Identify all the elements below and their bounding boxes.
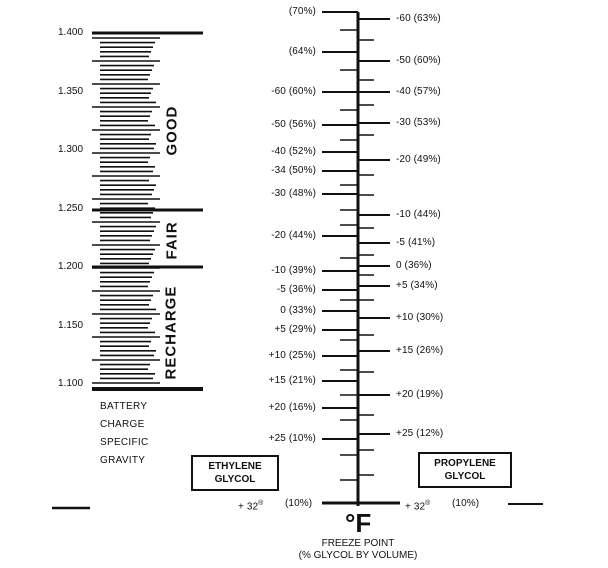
freeze-point-caption: FREEZE POINT (% GLYCOL BY VOLUME) [298, 538, 418, 561]
ethylene-scale-label: (70%) [288, 6, 316, 17]
battery-charge-caption: BATTERY CHARGE [100, 401, 148, 430]
ethylene-scale-label: (64%) [288, 46, 316, 57]
specific-gravity-caption: SPECIFIC GRAVITY [100, 437, 149, 466]
propylene-scale-label: +25 (12%) [396, 428, 444, 439]
propylene-scale-label: -50 (60%) [396, 55, 441, 66]
propylene-bottom-pct: (10%) [452, 498, 480, 509]
fahrenheit-unit-label: °F [345, 508, 372, 538]
sg-tick-label: 1.200 [58, 261, 84, 272]
propylene-scale-label: -30 (53%) [396, 117, 441, 128]
zone-good-label: GOOD [163, 105, 181, 156]
propylene-scale-label: -10 (44%) [396, 209, 441, 220]
ethylene-bottom-temp: + 32® [238, 500, 264, 513]
ethylene-scale-label: 0 (33%) [280, 305, 316, 316]
ethylene-scale-label: -10 (39%) [271, 265, 316, 276]
sg-tick-label: 1.100 [58, 378, 84, 389]
ethylene-scale-label: +25 (10%) [268, 433, 316, 444]
sg-tick-label: 1.250 [58, 202, 84, 214]
sg-tick-label: 1.150 [58, 319, 84, 331]
propylene-scale-label: +15 (26%) [396, 345, 444, 356]
ethylene-glycol-box: ETHYLENE GLYCOL [191, 455, 279, 491]
ethylene-scale-label: -50 (56%) [271, 119, 316, 130]
propylene-scale-label: -60 (63%) [396, 13, 441, 24]
propylene-glycol-box: PROPYLENE GLYCOL [418, 452, 512, 488]
sg-tick-label: 1.300 [58, 144, 84, 155]
zone-fair-label: FAIR [163, 221, 181, 260]
propylene-scale-label: -20 (49%) [396, 154, 441, 165]
ethylene-scale-label: +15 (21%) [268, 375, 316, 386]
ethylene-scale-label: -20 (44%) [271, 230, 316, 241]
ethylene-scale-label: +10 (25%) [268, 350, 316, 361]
zone-recharge-label: RECHARGE [162, 285, 180, 380]
propylene-scale-label: +5 (34%) [396, 280, 438, 291]
ethylene-scale-label: +20 (16%) [268, 402, 316, 413]
ethylene-scale-label: -5 (36%) [276, 284, 316, 295]
propylene-scale-label: +10 (30%) [396, 312, 444, 323]
ethylene-scale-label: -34 (50%) [271, 165, 316, 176]
ethylene-scale-label: -40 (52%) [271, 146, 316, 157]
ethylene-scale-label: -30 (48%) [271, 188, 316, 199]
sg-tick-label: 1.350 [58, 85, 84, 97]
ethylene-bottom-pct: (10%) [285, 498, 313, 509]
propylene-scale-label: +20 (19%) [396, 389, 444, 400]
ethylene-scale-label: -60 (60%) [271, 86, 316, 97]
ethylene-scale-label: +5 (29%) [274, 324, 316, 335]
freeze-axis-ticks [322, 12, 390, 480]
propylene-bottom-temp: + 32® [405, 500, 431, 513]
propylene-scale-label: 0 (36%) [396, 260, 432, 271]
propylene-scale-label: -5 (41%) [396, 237, 436, 248]
propylene-scale-label: -40 (57%) [396, 86, 441, 97]
sg-tick-label: 1.400 [58, 27, 84, 38]
